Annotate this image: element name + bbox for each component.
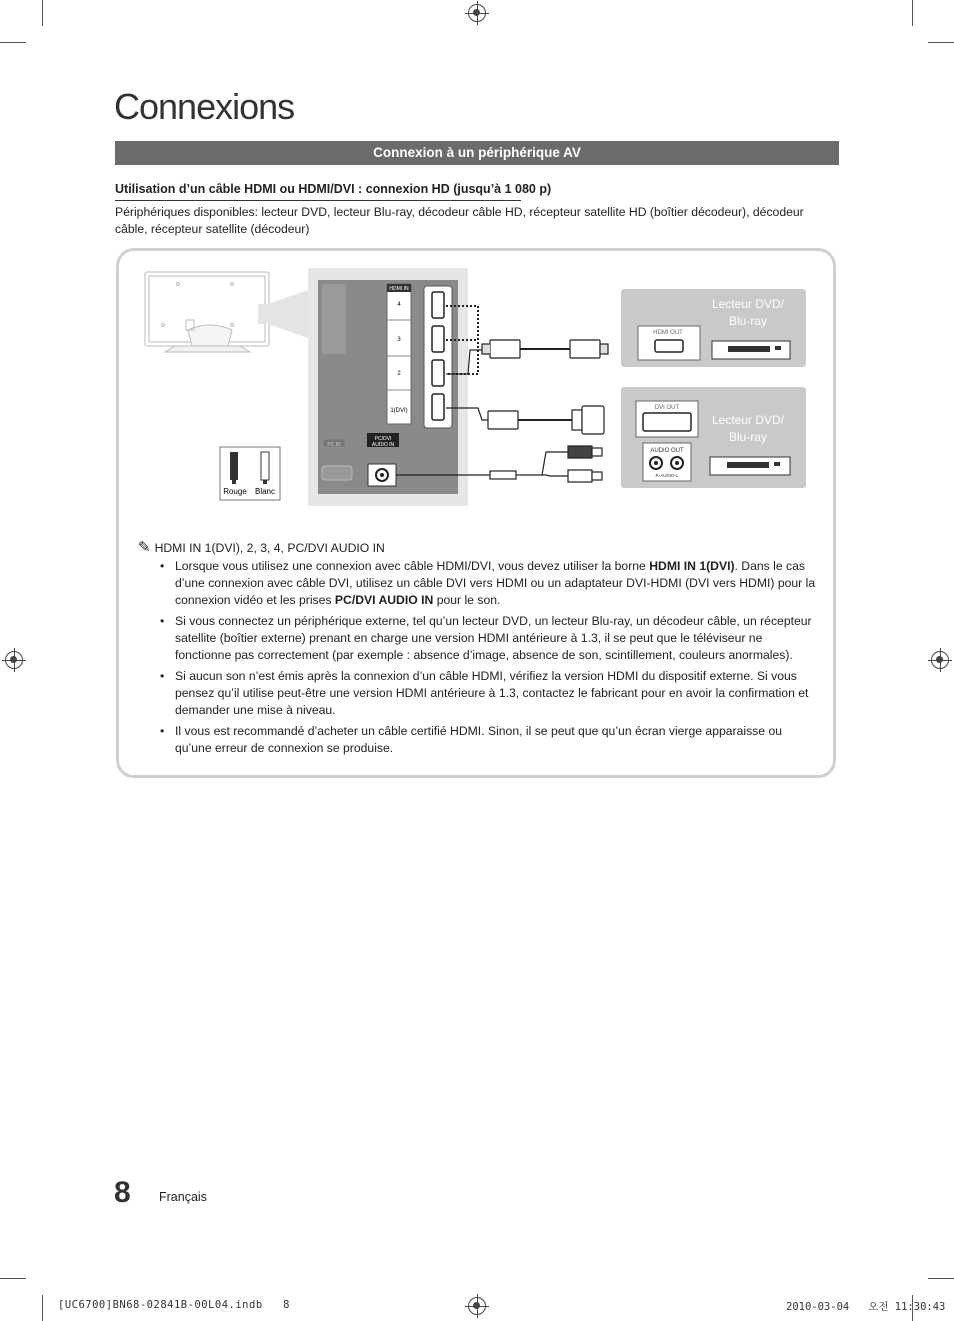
port-number: 2	[397, 371, 401, 377]
dvi-out-port-icon	[643, 413, 691, 431]
device-top-name: Lecteur DVD/	[711, 297, 785, 311]
audio-out-label: AUDIO OUT	[650, 448, 684, 454]
note-heading	[138, 538, 385, 556]
language-label: Français	[159, 1190, 207, 1204]
page-title: Connexions	[114, 86, 295, 127]
text-run: Lorsque vous utilisez une connexion avec câble HDMI/DVI, vous devez utiliser la borne	[175, 559, 650, 573]
hdmi-out-label: HDMI OUT	[653, 330, 683, 336]
bold-term: PC/DVI AUDIO IN	[334, 593, 434, 607]
hdmi-out-port-icon	[655, 340, 683, 352]
device-bottom-name-2: Blu-ray	[728, 430, 768, 444]
device-bottom-name: Lecteur DVD/	[711, 413, 785, 427]
timestamp: 2010-03-04 오전 11:30:43	[786, 1301, 946, 1313]
audio-in-label: AUDIO IN	[371, 442, 395, 448]
dvi-cable	[446, 406, 604, 434]
pc-in-port	[322, 466, 352, 480]
list-item	[160, 723, 820, 757]
hdmi-cable	[446, 340, 608, 374]
dvi-out-label: DVI OUT	[654, 405, 680, 411]
subheading: Utilisation d’un câble HDMI ou HDMI/DVI : connexion HD (jusqu’à 1 080 p)	[115, 182, 552, 196]
hdmi-in-label: HDMI IN	[389, 286, 409, 292]
audio-sub-label: R-AUDIO-L	[655, 473, 679, 478]
port-number: 3	[397, 337, 401, 343]
text-run: Si vous connectez un périphérique externe, tel qu’un lecteur DVD, un lecteur Blu-ray, un décodeur câble, un récepteur satellite (boîtier externe) prenant en charge une version HDMI antérieure à 1.3, il se peut que le téléviseur ne fonctionne pas correctement (par exemple : absence d’image, absence de son, scintillement, couleurs anormales).	[175, 614, 812, 662]
dvd-player-icon	[710, 457, 790, 475]
note-bullets	[160, 558, 820, 761]
text-run: Si aucun son n’est émis après la connexion d’un câble HDMI, vérifiez la version HDMI du dispositif externe. Si vous pensez qu’il utilise peut-être une version HDMI antérieure à 1.3, contactez le fabricant pour en avoir la confirmation et demander une mise à niveau.	[175, 669, 809, 717]
list-item	[160, 668, 820, 719]
intro-text: Périphériques disponibles: lecteur DVD, lecteur Blu-ray, décodeur câble HD, récepteur satellite HD (boîtier décodeur), décodeur câble, récepteur satellite (décodeur)	[115, 205, 804, 236]
dvd-player-icon	[712, 341, 790, 359]
port-number: 1(DVI)	[390, 408, 408, 414]
note-heading-text: HDMI IN 1(DVI), 2, 3, 4, PC/DVI AUDIO IN	[154, 541, 385, 555]
text-run: pour le son.	[433, 593, 501, 607]
pc-dvi-label: PC/DVI	[374, 436, 392, 442]
text-run: Il vous est recommandé d’acheter un câble certifié HDMI. Sinon, il se peut que qu’un écran vierge apparaisse ou qu’une erreur de connexion se produise.	[175, 724, 783, 755]
rca-white-label: Blanc	[254, 487, 276, 496]
text-run: . Dans le cas d’une connexion avec câble DVI, utilisez un câble DVI vers HDMI ou un adaptateur DVI-HDMI (DVI vers HDMI) pour la connexion vidéo et les prises	[175, 559, 816, 607]
page-number: 8	[114, 1176, 131, 1209]
rca-red-label: Rouge	[223, 487, 247, 496]
tv-rear-outline	[145, 272, 269, 352]
list-item	[160, 613, 820, 664]
pencil-icon: ✎	[138, 539, 151, 556]
port-number: 4	[397, 302, 401, 308]
file-info: [UC6700]BN68-02841B-00L04.indb 8	[58, 1299, 290, 1311]
device-top-name-2: Blu-ray	[728, 314, 768, 328]
pc-in-label: PC IN	[327, 442, 341, 448]
list-item	[160, 558, 820, 609]
section-banner: Connexion à un périphérique AV	[115, 141, 839, 165]
bold-term: HDMI IN 1(DVI)	[649, 559, 735, 573]
